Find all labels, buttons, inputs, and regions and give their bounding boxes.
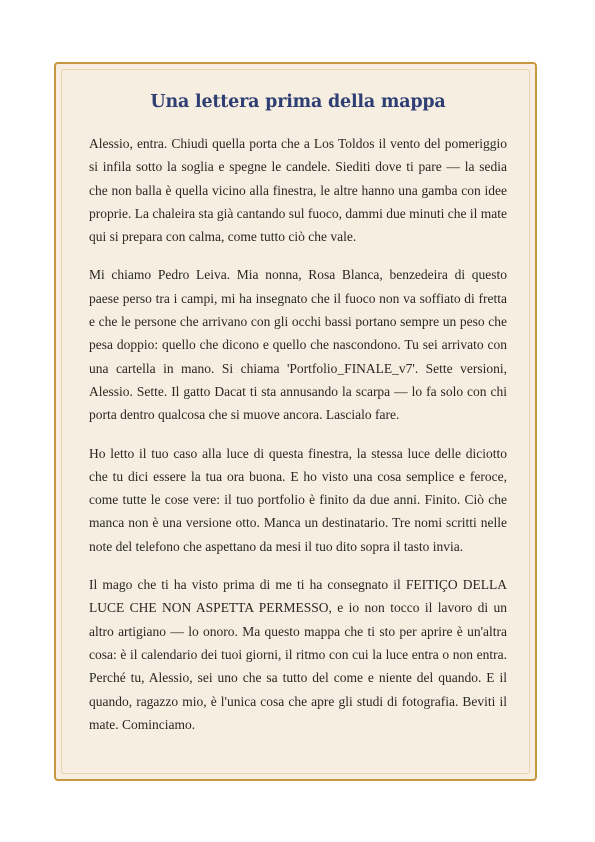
paragraph-3: Ho letto il tuo caso alla luce di questa finestra, la stessa luce delle diciotto che tu dici essere la tua ora buona. E ho visto una cosa semplice e feroce, come tutte le cose vere: il tuo portfolio è finito da due anni. Finito. Ciò che manca non è una versione otto. Manca un destinatario. Tre nomi scritti nelle note del telefono che aspettano da mesi il tuo dito sopra il tasto invia. — [89, 445, 507, 554]
paragraph-4: Il mago che ti ha visto prima di me ti ha consegnato il FEITIÇO DELLA LUCE CHE NON ASPETTA PERMESSO, e io non tocco il lavoro di un altro artigiano — lo onoro. Ma questo mappa che ti sto per aprire è un'altra cosa: è il calendario dei tuoi giorni, il ritmo con cui la luce entra o non entra. Perché tu, Alessio, sei uno che sa tutto del come e niente del quando. E il quando, ragazzo mio, è l'unica cosa che apre gli studi di fotografia. Beviti il mate. Cominciamo. — [89, 577, 507, 732]
letter-card — [54, 62, 537, 781]
paragraph-2: Mi chiamo Pedro Leiva. Mia nonna, Rosa Blanca, benzedeira di questo paese perso tra i campi, mi ha insegnato che il fuoco non va soffiato di fretta e che le persone che arrivano con gli occhi bassi portano sempre un peso che pesa doppio: quello che dicono e quello che nascondono. Tu sei arrivato con una cartella in mano. Si chiama 'Portfolio_FINALE_v7'. Sette versioni, Alessio. Sette. Il gatto Dacat ti sta annusando la scarpa — lo fa solo con chi porta dentro qualcosa che si muove ancora. Lascialo fare. — [89, 267, 507, 423]
letter-title: Una lettera prima della mappa — [150, 92, 446, 112]
letter-content — [89, 64, 507, 736]
paragraph-1: Alessio, entra. Chiudi quella porta che a Los Toldos il vento del pomeriggio si infila sotto la soglia e spegne le candele. Siediti dove ti pare — la sedia che non balla è quella vicino alla finestra, le altre hanno una gamba con idee proprie. La chaleira sta già cantando sul fuoco, dammi due minuti che il mate qui si prepara con calma, come tutto ciò che vale. — [89, 136, 507, 245]
